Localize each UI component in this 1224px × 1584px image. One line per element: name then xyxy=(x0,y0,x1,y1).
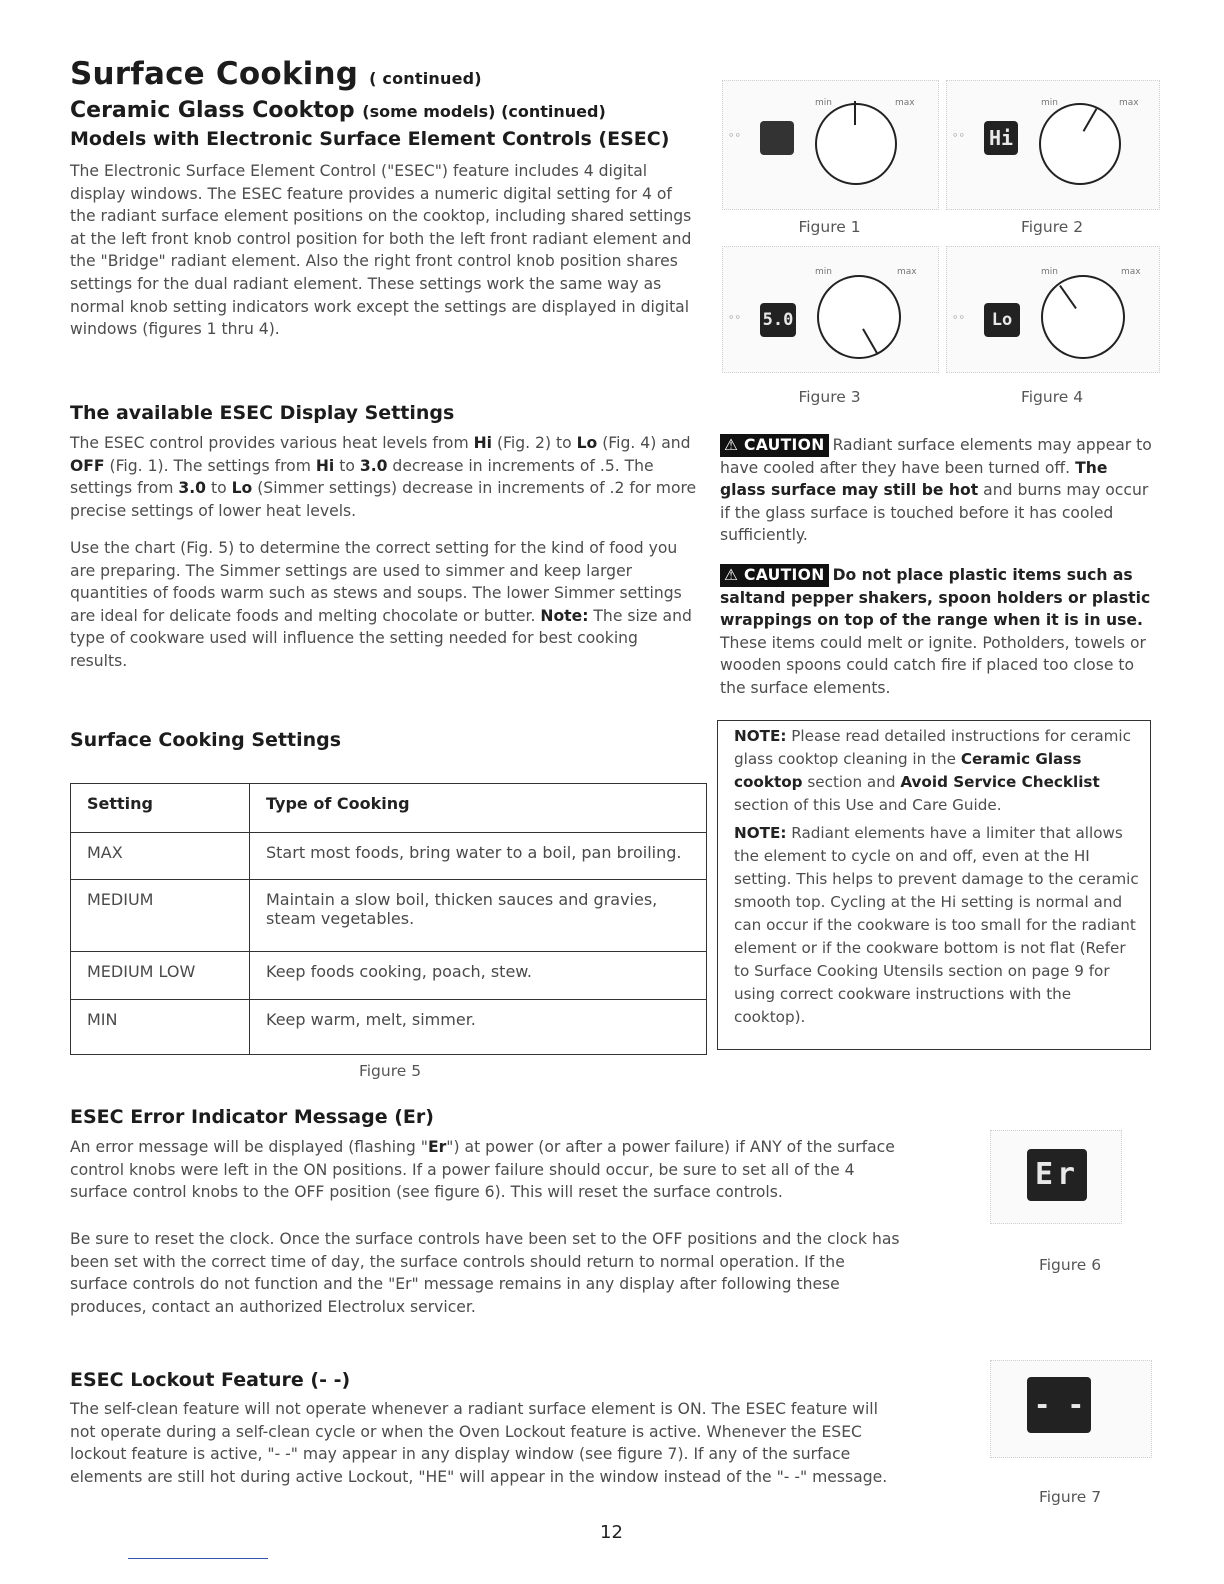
knob-pointer xyxy=(862,328,878,353)
caution-badge: ⚠ CAUTION xyxy=(720,564,829,587)
figure-1-display xyxy=(760,121,794,155)
figure-7-display: - - xyxy=(1027,1377,1091,1433)
knob-pointer xyxy=(854,101,856,125)
page-title: Surface Cooking ( continued) xyxy=(70,56,482,92)
chart-usage-paragraph: Use the chart (Fig. 5) to determine the correct setting for the kind of food you are preparing. The Simmer settings are used to simmer and keep larger quantities of foods warm such as stews and soups. The lower Simmer settings are ideal for delicate foods and melting chocolate or butter. Note: The size and type of cookware used will influence the setting needed for best cooking results. xyxy=(70,539,692,670)
figure-6-panel xyxy=(990,1130,1122,1224)
error-paragraph-2: Be sure to reset the clock. Once the surface controls have been set to the OFF positions and the clock has been set with the correct time of day, the surface controls should return to normal operation. If the surface controls do not function and the "Er" message remains in any display after following these produces, contact an authorized Electrolux servicer. xyxy=(70,1230,900,1316)
table-cell: MEDIUM LOW xyxy=(71,952,250,1000)
figure-2-caption: Figure 2 xyxy=(1020,218,1084,236)
note-cleaning: NOTE: Please read detailed instructions for ceramic glass cooktop cleaning in the Ceramic Glass cooktop section and Avoid Service Checklist section of this Use and Care Guide. xyxy=(734,727,1131,814)
caution-plastic-items: ⚠ CAUTION Do not place plastic items such as saltand pepper shakers, spoon holders or plastic wrappings on top of the range when it is in use. These items could melt or ignite. Potholders, towels or wooden spoons could catch fire if placed too close to the surface elements. xyxy=(720,566,1151,697)
figure-3-caption: Figure 3 xyxy=(798,388,861,406)
knob-min-label: min xyxy=(815,267,832,277)
knob-min-label: min xyxy=(815,98,832,108)
figure-4-display: Lo xyxy=(984,303,1020,337)
knob-max-label: max xyxy=(1119,98,1139,108)
figure-3-panel xyxy=(722,246,939,373)
figure-2-panel xyxy=(946,80,1160,210)
knob-pointer xyxy=(1059,285,1077,309)
knob-pointer xyxy=(1083,108,1098,132)
caution-hot-surface: ⚠ CAUTION Radiant surface elements may appear to have cooled after they have been turned off. The glass surface may still be hot and burns may occur if the glass surface is touched before it has cooled sufficiently. xyxy=(720,436,1152,545)
figure-7-caption: Figure 7 xyxy=(1038,1488,1102,1506)
control-knob xyxy=(1039,103,1121,185)
table-row xyxy=(71,952,707,1000)
table-row xyxy=(71,880,707,952)
column-header: Type of Cooking xyxy=(250,784,707,833)
control-knob xyxy=(817,275,901,359)
control-knob xyxy=(815,103,897,185)
figure-6-display: Er xyxy=(1027,1149,1087,1201)
figure-2-display: Hi xyxy=(984,121,1018,155)
column-header: Setting xyxy=(71,784,250,833)
table-cell: MEDIUM xyxy=(71,880,250,952)
figure-4-caption: Figure 4 xyxy=(1020,388,1084,406)
table-cell: MIN xyxy=(71,1000,250,1055)
footer-line xyxy=(128,1558,268,1559)
error-heading: ESEC Error Indicator Message (Er) xyxy=(70,1106,434,1128)
esec-heading: Models with Electronic Surface Element Controls (ESEC) xyxy=(70,128,670,150)
knob-min-label: min xyxy=(1041,98,1058,108)
table-row xyxy=(71,833,707,880)
table-cell: Maintain a slow boil, thicken sauces and gravies, steam vegetables. xyxy=(250,880,707,952)
figure-1-caption: Figure 1 xyxy=(798,218,861,236)
table-cell: MAX xyxy=(71,833,250,880)
lockout-paragraph: The self-clean feature will not operate whenever a radiant surface element is ON. The ESEC feature will not operate during a self-clean cycle or when the Oven Lockout feature is active. Whenever the ESEC lockout feature is active, "- -" may appear in any display window (see figure 7). If any of the surface elements are still hot during active Lockout, "HE" will appear in the window instead of the "- -" message. xyxy=(70,1400,888,1486)
notes-box xyxy=(717,720,1151,1050)
figure-4-panel xyxy=(946,246,1160,373)
figure-3-display: 5.0 xyxy=(760,303,796,337)
table-cell: Keep warm, melt, simmer. xyxy=(250,1000,707,1055)
figure-6-caption: Figure 6 xyxy=(1038,1256,1102,1274)
esec-intro: The Electronic Surface Element Control ("ESEC") feature includes 4 digital display windows. The ESEC feature provides a numeric digital setting for 4 of the radiant surface element positions on the cooktop, including shared settings at the left front knob control position for both the left front radiant element and the "Bridge" radiant element. Also the right front control knob position shares settings for the dual radiant element. These settings work the same way as normal knob setting indicators work except the settings are displayed in digital windows (figures 1 thru 4). xyxy=(70,162,692,339)
figure-7-panel xyxy=(990,1360,1152,1458)
knob-max-label: max xyxy=(897,267,917,277)
knob-min-label: min xyxy=(1041,267,1058,277)
knob-max-label: max xyxy=(895,98,915,108)
lockout-heading: ESEC Lockout Feature (- -) xyxy=(70,1369,351,1391)
control-knob xyxy=(1041,275,1125,359)
surface-settings-table xyxy=(70,783,707,1055)
element-indicator-icon: ◦◦ xyxy=(728,129,741,142)
note-limiter: NOTE: Radiant elements have a limiter that allows the element to cycle on and off, even at the HI setting. This helps to prevent damage to the ceramic smooth top. Cycling at the Hi setting is normal and can occur if the cookware is too small for the radiant element or if the cookware bottom is not flat (Refer to Surface Cooking Utensils section on page 9 for using correct cookware instructions with the cooktop). xyxy=(734,824,1139,1026)
error-paragraph-1: An error message will be displayed (flashing "Er") at power (or after a power failure) if ANY of the surface control knobs were left in the ON positions. If a power failure should occur, be sure to set all of the 4 surface control knobs to the OFF position (see figure 6). This will reset the surface controls. xyxy=(70,1138,895,1202)
surface-settings-heading: Surface Cooking Settings xyxy=(70,729,342,751)
caution-badge: ⚠ CAUTION xyxy=(720,434,829,457)
element-indicator-icon: ◦◦ xyxy=(952,311,965,324)
element-indicator-icon: ◦◦ xyxy=(728,311,741,324)
figure-1-panel xyxy=(722,80,939,210)
element-indicator-icon: ◦◦ xyxy=(952,129,965,142)
table-cell: Start most foods, bring water to a boil, pan broiling. xyxy=(250,833,707,880)
display-settings-heading: The available ESEC Display Settings xyxy=(70,402,455,424)
knob-max-label: max xyxy=(1121,267,1141,277)
table-cell: Keep foods cooking, poach, stew. xyxy=(250,952,707,1000)
page-number: 12 xyxy=(600,1522,623,1543)
display-settings-paragraph: The ESEC control provides various heat levels from Hi (Fig. 2) to Lo (Fig. 4) and OFF (Fig. 1). The settings from Hi to 3.0 decrease in increments of .5. The settings from 3.0 to Lo (Simmer settings) decrease in increments of .2 for more precise settings of lower heat levels. xyxy=(70,434,697,520)
section-title: Ceramic Glass Cooktop (some models) (continued) xyxy=(70,98,606,123)
table-row xyxy=(71,1000,707,1055)
figure-5-caption: Figure 5 xyxy=(358,1062,422,1080)
table-header-row xyxy=(71,784,707,833)
